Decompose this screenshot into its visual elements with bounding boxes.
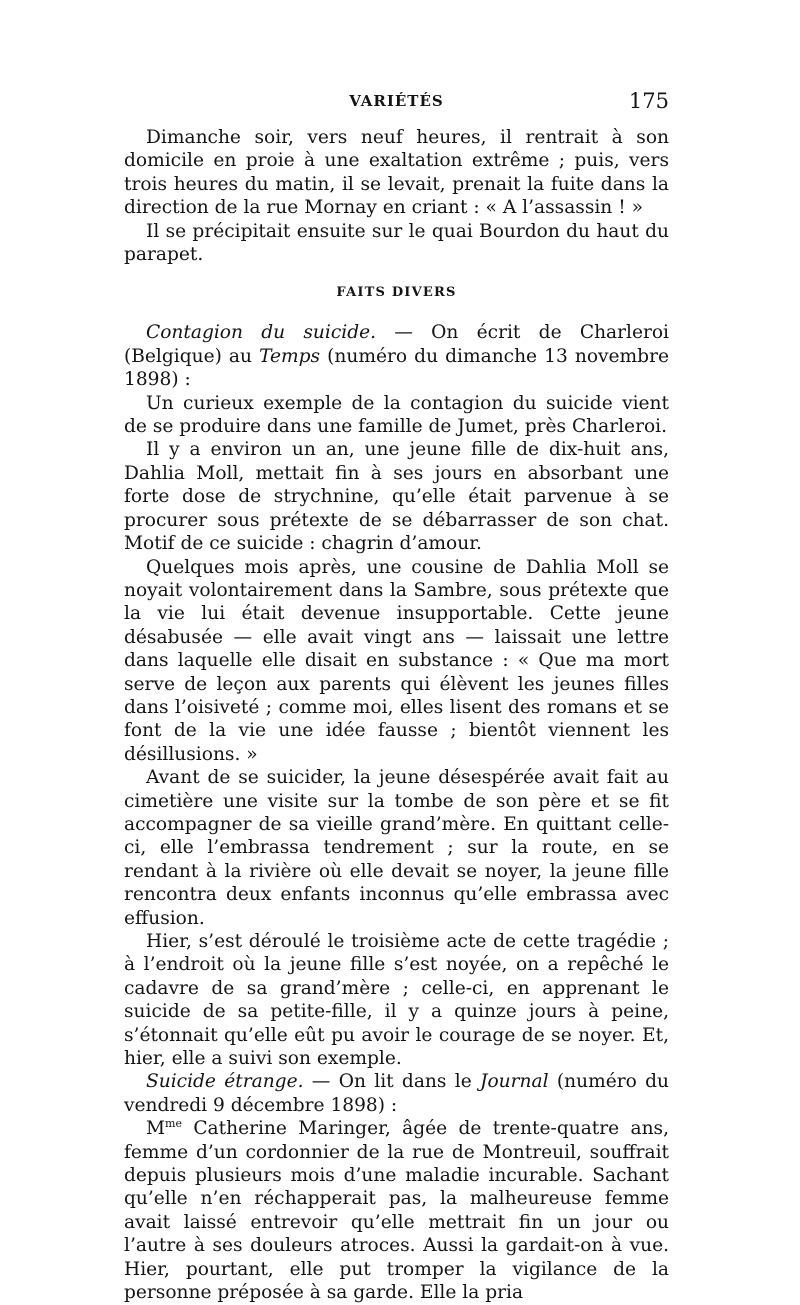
contagion-title: Contagion du suicide.: [146, 322, 377, 344]
suicide-intro-a: — On lit dans le: [303, 1071, 481, 1093]
page-header: [124, 89, 669, 122]
page-number: 175: [628, 89, 669, 113]
contagion-intro-a: — On écrit de Charleroi (Belgique) au: [124, 322, 670, 367]
running-head: VARIÉTÉS: [349, 92, 444, 110]
contagion-newspaper: Temps: [259, 345, 321, 367]
contagion-paragraph-4: Avant de se suicider, la jeune désespérée avait fait au cimetière une visite sur la tombe de son père et se fit accompagner de sa vieille grand’mère. En quittant celle-ci, elle l’embrassa tendrement ; sur la route, en se rendant à la rivière où elle devait se noyer, la jeune fille rencontra deux enfants inconnus qu’elle embrassa avec effusion.: [124, 767, 669, 929]
contagion-paragraph-1: Un curieux exemple de la contagion du suicide vient de se produire dans une famille de Jumet, près Charleroi.: [124, 392, 669, 438]
suicide-intro: [124, 1070, 669, 1117]
contagion-intro: [124, 321, 669, 391]
contagion-paragraph-2: Il y a environ un an, une jeune fille de dix-huit ans, Dahlia Moll, mettait fin à ses jours en absorbant une forte dose de strychnine, qu’elle était parvenue à se procurer sous prétexte de se débarrasser de son chat. Motif de ce suicide : chagrin d’amour.: [124, 439, 669, 555]
paragraph-parapet: Il se précipitait ensuite sur le quai Bourdon du haut du parapet.: [124, 220, 669, 266]
suicide-title: Suicide étrange.: [146, 1071, 304, 1093]
paragraph-dimanche: Dimanche soir, vers neuf heures, il rentrait à son domicile en proie à une exaltation extrême ; puis, vers trois heures du matin, il se levait, prenait la fuite dans la direction de la rue Mornay en criant : « A l’assassin ! »: [124, 127, 669, 219]
honorific-superscript: me: [165, 1117, 182, 1131]
suicide-newspaper: Journal: [480, 1071, 549, 1093]
contagion-intro-b: (numéro du dimanche 13 novembre 1898) :: [124, 345, 669, 391]
contagion-paragraph-3: Quelques mois après, une cousine de Dahlia Moll se noyait volontairement dans la Sambre, sous prétexte que la vie lui était devenue insupportable. Cette jeune désabusée — elle avait vingt ans — laissait une lettre dans laquelle elle disait en substance : « Que ma mort serve de leçon aux parents qui élèvent les jeunes filles dans l’oisiveté ; comme moi, elles lisent des romans et se font de la vie une idée fausse ; bientôt viennent les désillusions. »: [124, 556, 669, 765]
body-text: [124, 126, 669, 1305]
suicide-intro-b: (numéro du vendredi 9 décembre 1898) :: [124, 1071, 669, 1116]
suicide-paragraph: [124, 1117, 669, 1304]
suicide-text: Catherine Maringer, âgée de trente-quatre ans, femme d’un cordonnier de la rue de Montreuil, souffrait depuis plusieurs mois d’une maladie incurable. Sachant qu’elle n’en réchapperait pas, la malheureuse femme avait laissé entrevoir qu’elle mettrait fin un jour ou l’autre à ses douleurs atroces. Aussi la gardait-on à vue. Hier, pourtant, elle put tromper la vigilance de la personne préposée à sa garde. Elle la pria: [124, 1118, 669, 1304]
section-heading: FAITS DIVERS: [336, 285, 457, 301]
honorific: M: [146, 1118, 166, 1140]
contagion-paragraph-5: Hier, s’est déroulé le troisième acte de cette tragédie ; à l’endroit où la jeune fille s’est noyée, on a repêché le cadavre de sa grand’mère ; celle-ci, en apprenant le suicide de sa petite-fille, il y a quinze jours à peine, s’étonnait qu’elle eût pu avoir le courage de se noyer. Et, hier, elle a suivi son exemple.: [124, 931, 669, 1070]
